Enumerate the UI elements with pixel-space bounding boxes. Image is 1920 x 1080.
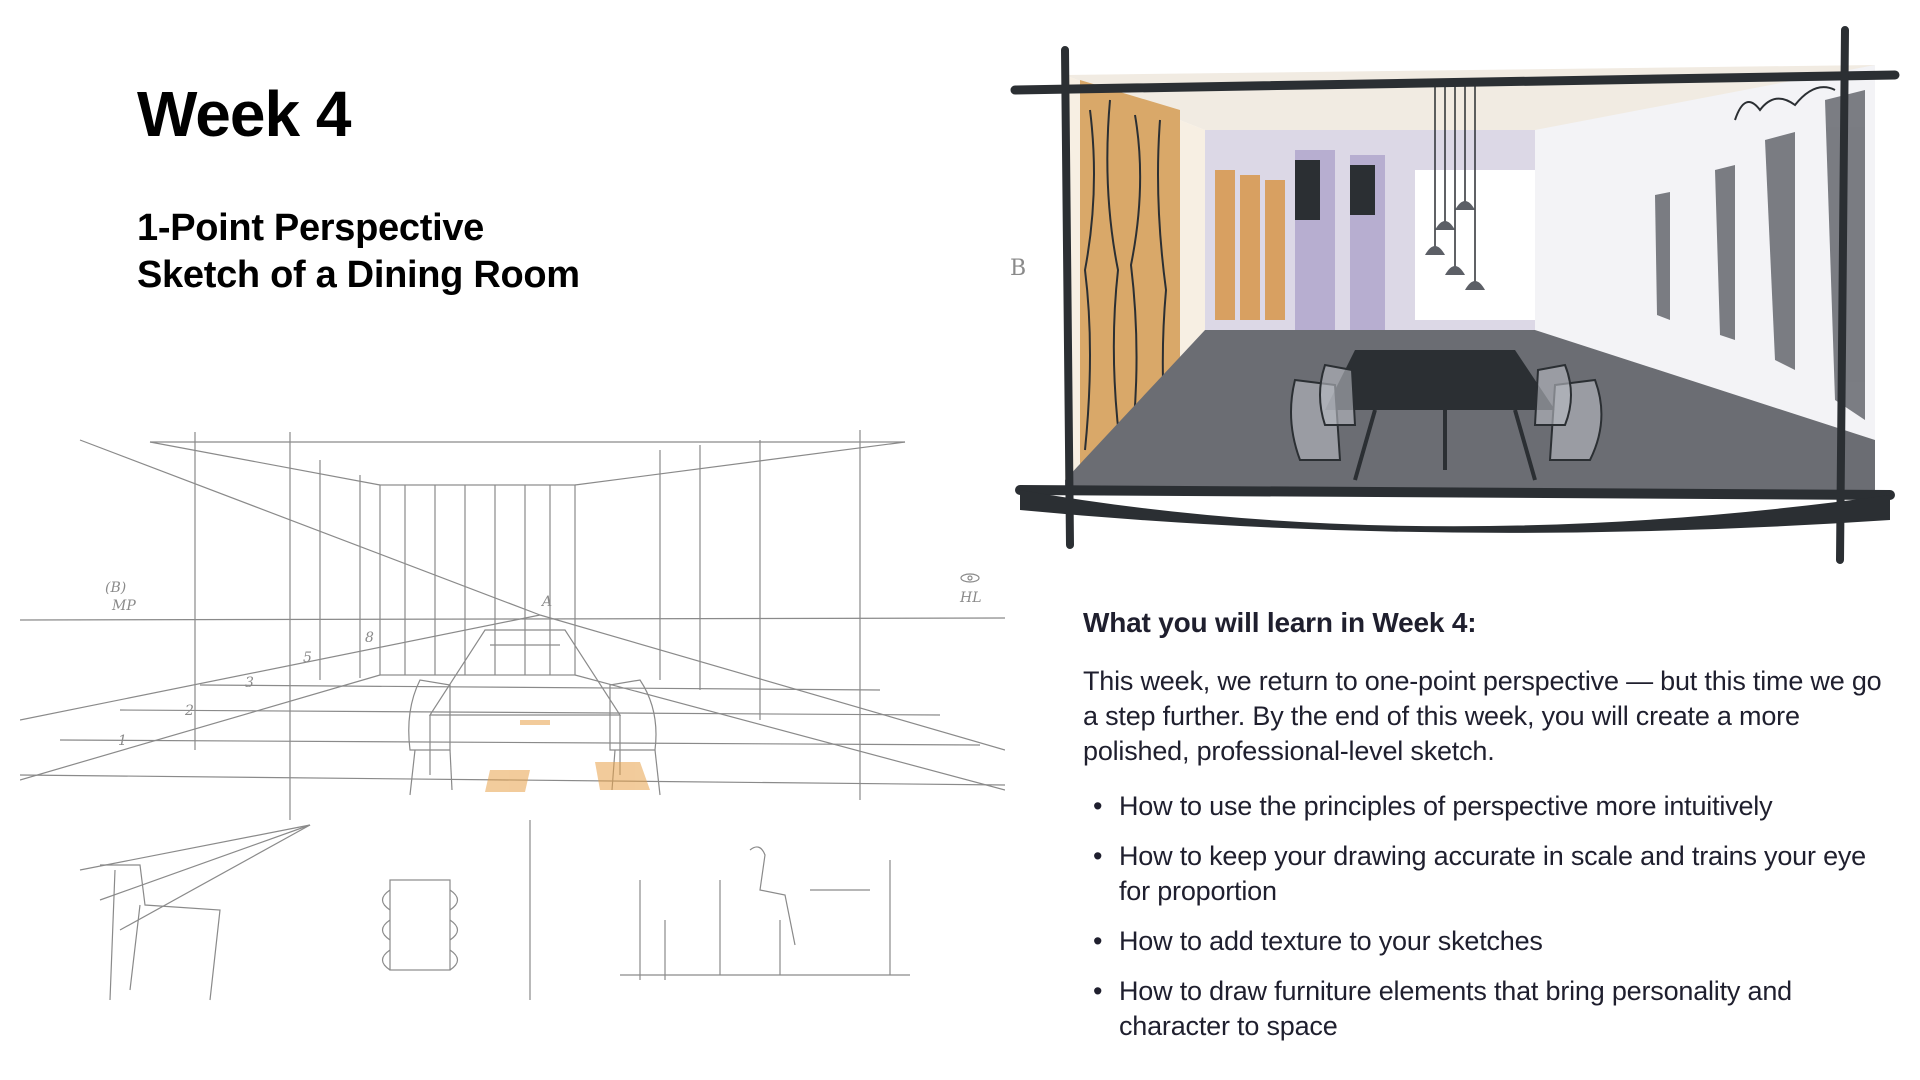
perspective-pencil-sketch [20,420,1005,1010]
label-b-marker: B [1010,256,1027,281]
dining-room-marker-render [995,20,1910,575]
learn-list [1083,789,1903,1044]
learn-section [1083,606,1903,1059]
list-item-text: How to add texture to your sketches [1119,926,1543,956]
list-item-text: How to use the principles of perspective more intuitively [1119,791,1773,821]
list-item [1083,839,1903,909]
label-grid-2: 2 [185,703,194,719]
week-title: Week 4 [137,78,351,150]
label-grid-8: 8 [365,630,374,646]
label-grid-1: 1 [118,733,127,749]
learn-intro: This week, we return to one-point perspective — but this time we go a step further. By the end of this week, you will create a more polished, professional-level sketch. [1083,666,1882,766]
list-item-text: How to keep your drawing accurate in scale and trains your eye for proportion [1119,841,1867,906]
label-hl: HL [960,590,982,606]
list-item [1083,789,1903,824]
subtitle-line-1: 1-Point Perspective [137,207,484,249]
label-mp-b: (B) [105,580,127,596]
label-vanishing-point: A [542,594,553,610]
label-grid-5: 5 [303,650,312,666]
list-item [1083,974,1903,1044]
label-mp: MP [112,598,136,614]
learn-heading: What you will learn in Week 4: [1083,607,1477,638]
list-item [1083,924,1903,959]
bullet-icon: • [1093,926,1103,956]
bullet-icon: • [1093,791,1103,821]
subtitle-line-2: Sketch of a Dining Room [137,254,580,296]
eye-icon [961,574,979,582]
bullet-icon: • [1093,976,1103,1006]
subtitle [137,205,580,299]
bullet-icon: • [1093,841,1103,871]
list-item-text: How to draw furniture elements that bring personality and character to space [1119,976,1792,1041]
label-grid-3: 3 [245,675,254,691]
